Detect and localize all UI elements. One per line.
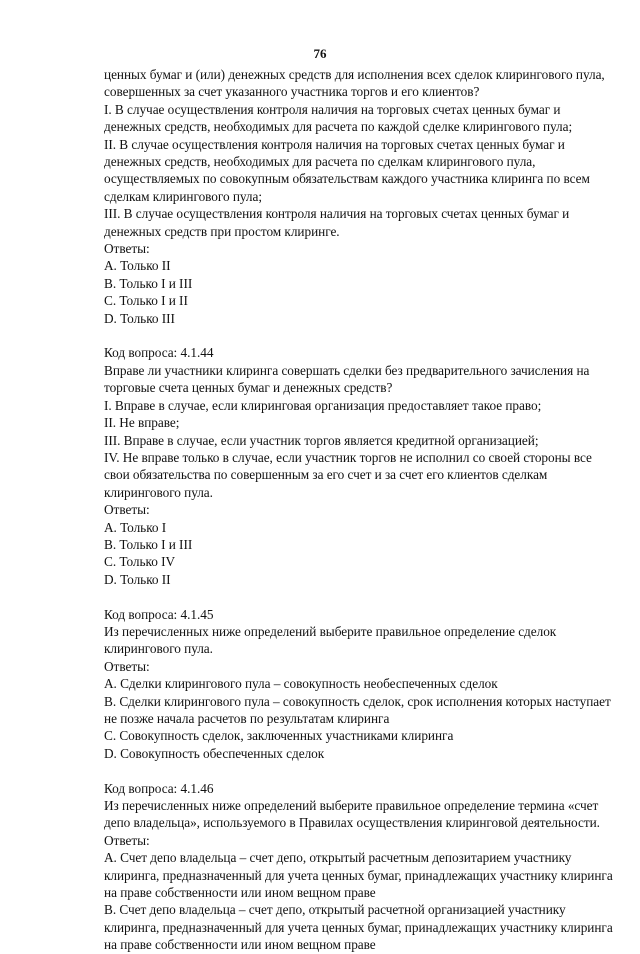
text-line: A. Только II <box>104 258 171 274</box>
paragraph-gap <box>104 327 614 344</box>
text-line: C. Совокупность сделок, заключенных участниками клиринга <box>104 728 454 744</box>
text-line: B. Счет депо владельца – счет депо, открытый расчетной организацией участнику <box>104 902 566 918</box>
text-line: Из перечисленных ниже определений выберите правильное определение термина «счет <box>104 798 599 814</box>
text-line: II. Не вправе; <box>104 415 180 431</box>
text-line: Из перечисленных ниже определений выберите правильное определение сделок <box>104 623 557 639</box>
text-line: III. В случае осуществления контроля наличия на торговых счетах ценных бумаг и <box>104 206 570 222</box>
text-line: I. В случае осуществления контроля наличия на торговых счетах ценных бумаг и <box>104 101 561 117</box>
text-line: клирингового пула. <box>104 641 213 657</box>
text-line: Вправе ли участники клиринга совершать сделки без предварительного зачисления на <box>104 362 590 378</box>
text-line: C. Только IV <box>104 554 176 570</box>
text-line: Ответы: <box>104 832 150 848</box>
text-line: денежных средств, необходимых для расчета по каждой сделке клирингового пула; <box>104 119 573 135</box>
text-line: не позже начала расчетов по результатам клиринга <box>104 711 390 726</box>
text-line: B. Сделки клирингового пула – совокупность сделок, срок исполнения которых наступает <box>104 693 611 709</box>
text-line: Ответы: <box>104 658 150 674</box>
text-line: клирингового пула. <box>104 484 213 500</box>
text-line: на праве собственности или ином вещном праве <box>104 885 376 901</box>
text-line: Ответы: <box>104 241 150 257</box>
text-line: C. Только I и II <box>104 293 188 309</box>
text-line: A. Только I <box>104 519 167 535</box>
paragraph-gap <box>104 762 614 779</box>
text-line: сделкам клирингового пула; <box>104 188 263 204</box>
text-line: денежных средств, необходимых для расчета по сделкам клирингового пула, <box>104 154 536 170</box>
text-line: III. Вправе в случае, если участник торгов является кредитной организацией; <box>104 432 539 448</box>
text-line: B. Только I и III <box>104 536 193 552</box>
text-line: Код вопроса: 4.1.45 <box>104 606 214 622</box>
text-line: D. Только III <box>104 310 175 326</box>
text-line: денежных средств при простом клиринге. <box>104 223 340 239</box>
text-line: A. Сделки клирингового пула – совокупность необеспеченных сделок <box>104 676 498 692</box>
text-line: на праве собственности или ином вещном праве <box>104 937 376 953</box>
text-line: свои обязательства по совершенным за его счет и за счет его клиентов сделкам <box>104 467 548 483</box>
text-line: ценных бумаг и (или) денежных средств для исполнения всех сделок клирингового пула, <box>104 67 605 82</box>
page-body <box>104 66 614 954</box>
text-line: Код вопроса: 4.1.44 <box>104 345 214 361</box>
text-line: I. Вправе в случае, если клиринговая организация предоставляет такое право; <box>104 397 542 413</box>
text-line: Ответы: <box>104 502 150 518</box>
text-line: B. Только I и III <box>104 275 193 291</box>
text-line: D. Только II <box>104 571 171 587</box>
text-line: клиринга, предназначенный для учета ценных бумаг, принадлежащих участнику клиринга <box>104 867 613 883</box>
text-line: депо владельца», используемого в Правилах осуществления клиринговой деятельности. <box>104 815 600 831</box>
text-line: осуществляемых по совокупным обязательствам каждого участника клиринга по всем <box>104 171 590 187</box>
text-line: D. Совокупность обеспеченных сделок <box>104 745 325 761</box>
text-line: клиринга, предназначенный для учета ценных бумаг, принадлежащих участнику клиринга <box>104 919 613 935</box>
paragraph-gap <box>104 588 614 605</box>
text-line: Код вопроса: 4.1.46 <box>104 780 214 796</box>
text-line: торговые счета ценных бумаг и денежных средств? <box>104 380 393 396</box>
text-line: A. Счет депо владельца – счет депо, открытый расчетным депозитарием участнику <box>104 850 572 866</box>
text-line: II. В случае осуществления контроля наличия на торговых счетах ценных бумаг и <box>104 136 565 152</box>
page-number: 76 <box>313 46 327 61</box>
text-line: IV. Не вправе только в случае, если участник торгов не исполнил со своей стороны все <box>104 449 592 465</box>
text-line: совершенных за счет указанного участника торгов и его клиентов? <box>104 84 480 100</box>
